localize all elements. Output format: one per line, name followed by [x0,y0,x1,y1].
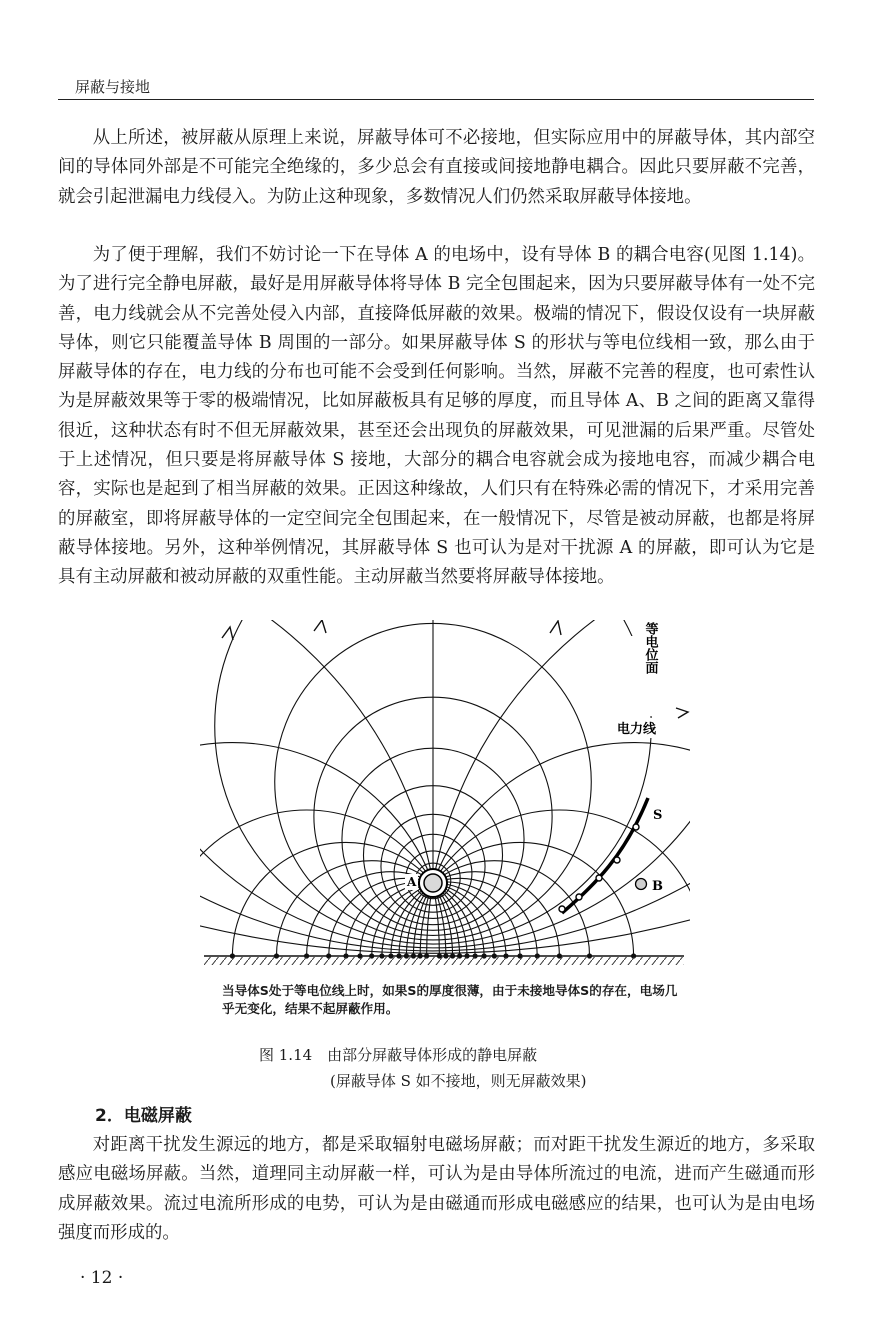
arrow-top-left [222,627,233,640]
field-line [413,810,690,965]
paragraph-2-text: 为了便于理解，我们不妨讨论一下在导体 A 的电场中，设有导体 B 的耦合电容(见图 1.14)。为了进行完全静电屏蔽，最好是用屏蔽导体将导体 B 完全包围起来，因为只要屏蔽导体有一处不完善，电力线就会从不完善处侵入内部，直接降低屏蔽的效果。极端的情况下，假设仅设有一块屏蔽导体，则它只能覆盖导体 B 周围的一部分。如果屏蔽导体 S 的形状与等电位线相一致，那么由于屏蔽导体的存在，电力线的分布也可能不会受到任何影响。当然，屏蔽不完善的程度，也可索性认为是屏蔽效果等于零的极端情况，比如屏蔽板具有足够的厚度，而且导体 A、B 之间的距离又靠得很近，这种状态有时不但无屏蔽效果，甚至还会出现负的屏蔽效果，可见泄漏的后果严重。尽管处于上述情况，但只要是将屏蔽导体 S 接地，大部分的耦合电容就会成为接地电容，而减少耦合电容，实际也是起到了相当屏蔽的效果。正因这种缘故，人们只有在特殊必需的情况下，才采用完善的屏蔽室，即将屏蔽导体的一定空间完全包围起来，在一般情况下，尽管是被动屏蔽，也都是将屏蔽导体接地。另外，这种举例情况，其屏蔽导体 S 也可认为是对干扰源 A 的屏蔽，即可认为它是具有主动屏蔽和被动屏蔽的双重性能。主动屏蔽当然要将屏蔽导体接地。 [58,245,815,588]
paragraph-2 [58,241,815,593]
conductor-a [419,869,447,897]
conductor-b [636,879,647,890]
shield-dot [614,857,620,863]
shield-dot [559,906,565,912]
shield-dot [596,875,602,881]
label-equipotential: 等电位面 [642,622,658,674]
paragraph-1 [58,124,815,212]
figure-subcaption: (屏蔽导体 S 如不接地，则无屏蔽效果) [330,1072,587,1090]
paragraph-3 [58,1131,815,1248]
arrow-right [676,708,688,718]
arrow-top-right [550,621,561,635]
field-line-diagram [200,620,690,965]
label-a: A [407,875,417,889]
paragraph-3-text: 对距离干扰发生源远的地方，都是采取辐射电磁场屏蔽；而对距干扰发生源近的地方，多采取感应电磁场屏蔽。当然，道理同主动屏蔽一样，可认为是由导体所流过的电流，进而产生磁通而形成屏蔽效果。流过电流所形成的电势，可认为是由磁通而形成电磁感应的结果，也可认为是由电场强度而形成的。 [58,1135,815,1243]
arrow-top [314,620,326,633]
figure-caption: 图 1.14 由部分屏蔽导体形成的静电屏蔽 [259,1046,538,1064]
ground-hatch [204,957,684,965]
paragraph-1-text: 从上所述，被屏蔽从原理上来说，屏蔽导体可不必接地，但实际应用中的屏蔽导体，其内部空间的导体同外部是不可能完全绝缘的，多少总会有直接或间接地静电耦合。因此只要屏蔽不完善，就会引起泄漏电力线侵入。为防止这种现象，多数情况人们仍然采取屏蔽导体接地。 [58,128,815,207]
header-rule [58,99,814,100]
label-b: B [652,879,663,894]
figure-note: 当导体S处于等电位线上时，如果S的厚度很薄，由于未接地导体S的存在，电场几乎无变化，结果不起屏蔽作用。 [222,983,678,1016]
shield-dot [633,824,639,830]
label-field-line: 电力线 [617,722,657,737]
label-s: S [653,808,663,823]
shield-dot [576,894,582,900]
page-number: · 12 · [80,1268,124,1288]
shield-conductor-s [562,798,648,913]
section-heading: 2．电磁屏蔽 [95,1106,192,1126]
running-title: 屏蔽与接地 [75,78,151,96]
